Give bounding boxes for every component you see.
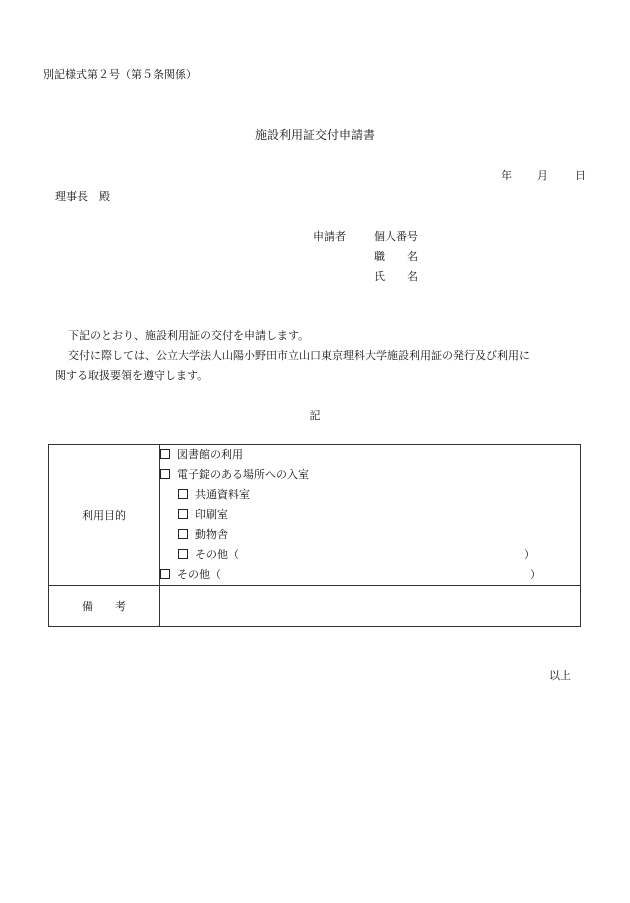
option-label: その他（ [195,548,239,561]
remarks-field[interactable] [160,586,581,627]
applicant-name-label: 氏 名 [374,270,418,283]
option-label: その他（ [177,568,221,581]
checkbox-icon[interactable] [178,509,188,519]
applicant-label: 申請者 [313,230,346,243]
ki-heading: 記 [309,409,321,422]
option-label: 共通資料室 [195,488,250,501]
other-close-paren: ） [524,548,535,561]
option-common-materials-room[interactable] [160,485,580,505]
body-text-line: 関する取扱要領を遵守します。 [55,369,209,382]
applicant-id-number-label: 個人番号 [374,230,418,243]
applicant-position-label: 職 名 [374,250,418,263]
addressee: 理事長 殿 [55,190,110,203]
checkbox-icon[interactable] [178,549,188,559]
checkbox-icon[interactable] [160,449,170,459]
document-title: 施設利用証交付申請書 [254,128,375,142]
date-month: 月 [537,169,548,182]
date-year: 年 [501,169,512,182]
closing-ijo: 以上 [549,669,571,682]
option-library[interactable] [160,445,580,465]
option-room-other[interactable] [160,545,580,565]
option-print-room[interactable] [160,505,580,525]
option-label: 動物舎 [195,528,228,541]
option-other[interactable] [160,565,580,585]
form-number: 別記様式第２号（第５条関係） [43,68,197,81]
purpose-label: 利用目的 [49,445,160,586]
date-day: 日 [575,169,586,182]
body-text-line: 交付に際しては、公立大学法人山陽小野田市立山口東京理科大学施設利用証の発行及び利用に [68,349,530,362]
option-label: 電子錠のある場所への入室 [177,468,309,481]
remarks-label: 備 考 [49,586,160,627]
option-label: 印刷室 [195,508,228,521]
checkbox-icon[interactable] [178,529,188,539]
remarks-row [49,586,581,627]
purpose-row [49,445,581,586]
purpose-table [48,444,581,627]
checkbox-icon[interactable] [160,469,170,479]
option-animal-house[interactable] [160,525,580,545]
body-text-line: 下記のとおり、施設利用証の交付を申請します。 [68,329,310,342]
checkbox-icon[interactable] [178,489,188,499]
other-close-paren: ） [530,568,541,581]
checkbox-icon[interactable] [160,569,170,579]
option-label: 図書館の利用 [177,448,243,461]
purpose-options [160,445,581,586]
option-electronic-lock-room[interactable] [160,465,580,485]
